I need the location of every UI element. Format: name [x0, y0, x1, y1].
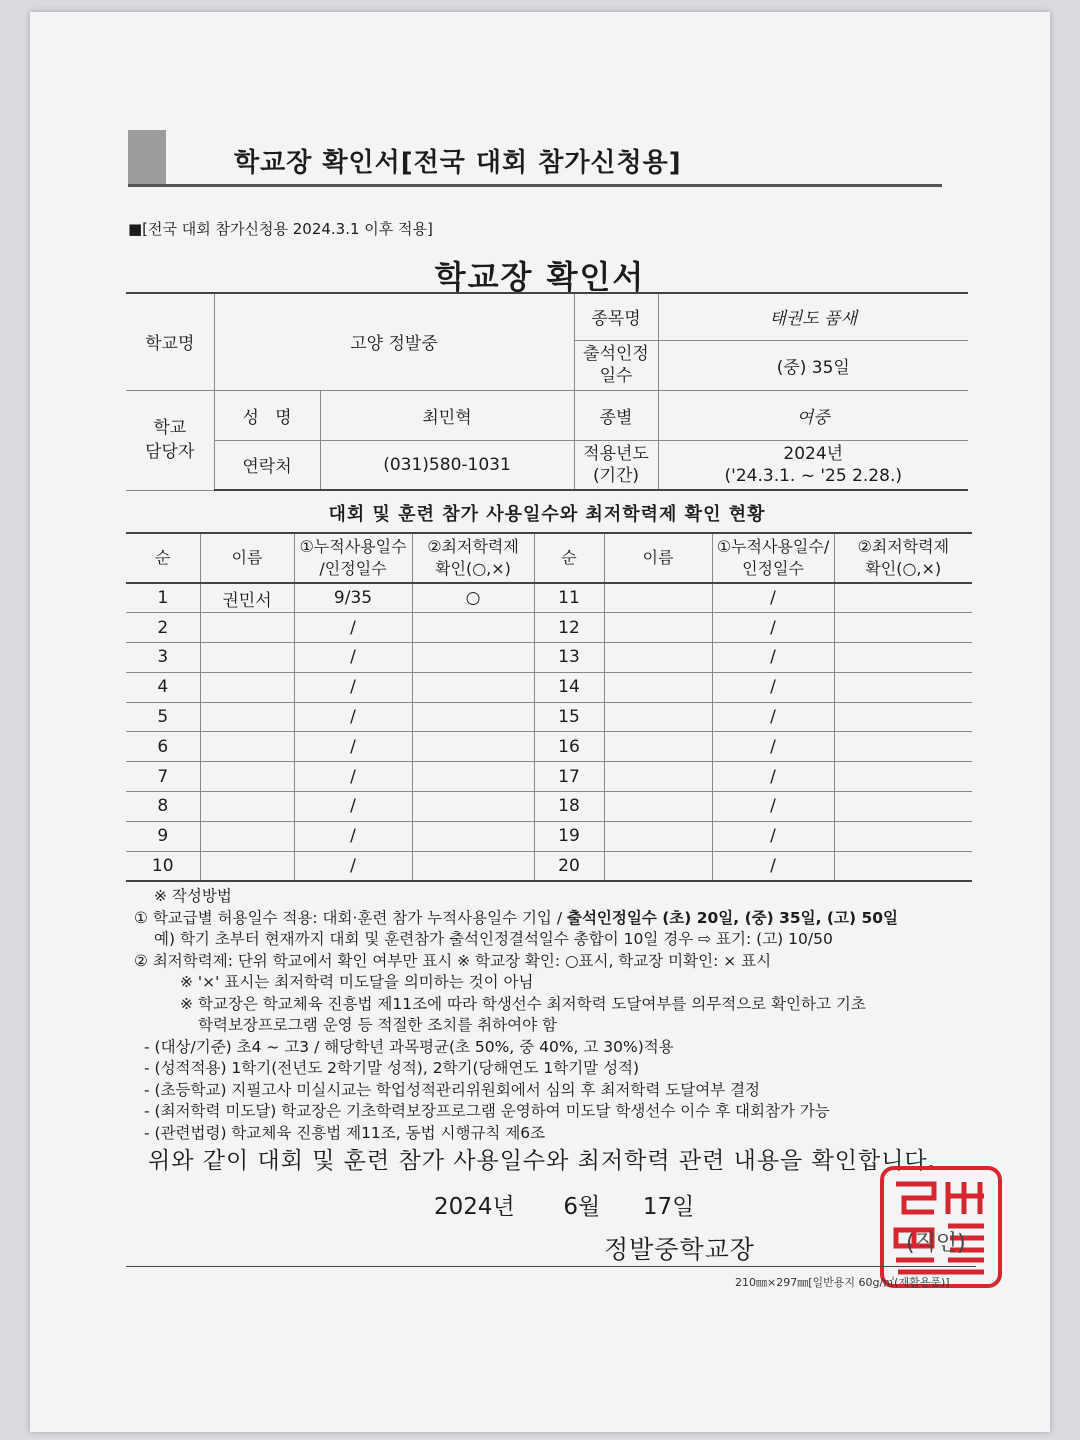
- header-marker: [128, 130, 166, 184]
- row-days: /: [294, 762, 412, 792]
- note-6: - (대상/기준) 초4 ~ 고3 / 해당학년 과목평균(초 50%, 중 40%, 고 30%)적용: [144, 1037, 674, 1056]
- col-days-2: ①누적사용일수/ 인정일수: [712, 533, 834, 583]
- row-seq: 3: [126, 643, 200, 673]
- table-header-row: [126, 533, 972, 583]
- contact-label: 연락처: [214, 440, 320, 490]
- col-check: ②최저학력제 확인(○,×): [412, 533, 534, 583]
- note-8: - (초등학교) 지필고사 미실시교는 학업성적관리위원회에서 심의 후 최저학력 도달여부 결정: [144, 1080, 761, 1099]
- event-value: 태권도 품새: [658, 293, 968, 340]
- note-4: ※ 학교장은 학교체육 진흥법 제11조에 따라 학생선수 최저학력 도달여부를 의무적으로 확인하고 기초: [180, 994, 866, 1013]
- row-name: [200, 702, 294, 732]
- attend-value: (중) 35일: [658, 340, 968, 390]
- row-check: [412, 851, 534, 881]
- col-name: 이름: [200, 533, 294, 583]
- row-check: [412, 821, 534, 851]
- row-name-2: [604, 851, 712, 881]
- date-month: 6월: [563, 1194, 601, 1220]
- school-value: 고양 정발중: [214, 293, 574, 390]
- row-days-2: /: [712, 821, 834, 851]
- row-check-2: [834, 643, 972, 673]
- row-days-2: /: [712, 702, 834, 732]
- row-check: [412, 762, 534, 792]
- period-year: 2024년: [783, 443, 844, 464]
- row-seq: 2: [126, 613, 200, 643]
- row-days: /: [294, 643, 412, 673]
- principal-title: 정발중학교장: [604, 1235, 755, 1264]
- row-seq-2: 16: [534, 732, 604, 762]
- row-days: 9/35: [294, 583, 412, 613]
- row-name-2: [604, 613, 712, 643]
- row-seq-2: 18: [534, 792, 604, 822]
- row-days: /: [294, 732, 412, 762]
- row-seq-2: 15: [534, 702, 604, 732]
- row-check-2: [834, 583, 972, 613]
- row-name-2: [604, 792, 712, 822]
- table-row: [126, 702, 972, 732]
- row-name: [200, 851, 294, 881]
- row-check: [412, 732, 534, 762]
- row-days: /: [294, 613, 412, 643]
- date-year: 2024년: [434, 1194, 515, 1220]
- col-days: ①누적사용일수 /인정일수: [294, 533, 412, 583]
- instructions: [134, 886, 1014, 1144]
- header-underline: [128, 184, 942, 187]
- table-row: [126, 762, 972, 792]
- row-seq-2: 20: [534, 851, 604, 881]
- row-days: /: [294, 672, 412, 702]
- row-check-2: [834, 762, 972, 792]
- row-seq-2: 11: [534, 583, 604, 613]
- row-seq-2: 17: [534, 762, 604, 792]
- row-days-2: /: [712, 643, 834, 673]
- manager-label: 학교 담당자: [126, 390, 214, 490]
- table-row: [126, 672, 972, 702]
- row-check: [412, 613, 534, 643]
- note-7: - (성적적용) 1학기(전년도 2학기말 성적), 2학기(당해연도 1학기말 성적): [144, 1059, 640, 1077]
- row-days-2: /: [712, 851, 834, 881]
- row-check-2: [834, 672, 972, 702]
- row-name: [200, 732, 294, 762]
- bottom-divider: [126, 1266, 976, 1267]
- table-row: [126, 583, 972, 613]
- document-page: [30, 12, 1050, 1432]
- row-name-2: [604, 672, 712, 702]
- row-name-2: [604, 821, 712, 851]
- col-seq-2: 순: [534, 533, 604, 583]
- row-check-2: [834, 821, 972, 851]
- official-seal: [880, 1166, 1002, 1288]
- row-days: /: [294, 792, 412, 822]
- issue-date: [434, 1188, 694, 1221]
- row-days-2: /: [712, 613, 834, 643]
- period-range: ('24.3.1. ~ '25 2.28.): [724, 465, 902, 486]
- sub-note: ■[전국 대회 참가신청용 2024.3.1 이후 적용]: [128, 220, 433, 238]
- row-name-2: [604, 702, 712, 732]
- row-name-2: [604, 643, 712, 673]
- name-label: 성 명: [214, 390, 320, 440]
- row-check: [412, 643, 534, 673]
- row-name-2: [604, 762, 712, 792]
- attend-label: 출석인정 일수: [574, 340, 658, 390]
- col-check-2: ②최저학력제 확인(○,×): [834, 533, 972, 583]
- row-days: /: [294, 702, 412, 732]
- row-check: [412, 672, 534, 702]
- row-name: [200, 613, 294, 643]
- gender-label: 종별: [574, 390, 658, 440]
- participation-table: [126, 532, 972, 882]
- row-seq: 10: [126, 851, 200, 881]
- row-check-2: [834, 792, 972, 822]
- note-5: 학력보장프로그램 운영 등 적절한 조치를 취하여야 함: [198, 1016, 557, 1034]
- row-name-2: [604, 583, 712, 613]
- period-value: [658, 440, 968, 490]
- row-days-2: /: [712, 672, 834, 702]
- date-day: 17일: [642, 1194, 695, 1220]
- gender-value: 여중: [658, 390, 968, 440]
- note-2: ② 최저학력제: 단위 학교에서 확인 여부만 표시 ※ 학교장 확인: ○표시, 학교장 미확인: × 표시: [134, 951, 772, 970]
- row-check-2: [834, 851, 972, 881]
- table-row: [126, 732, 972, 762]
- row-seq: 7: [126, 762, 200, 792]
- row-seq: 4: [126, 672, 200, 702]
- table-row: [126, 643, 972, 673]
- row-check: [412, 792, 534, 822]
- note-10: - (관련법령) 학교체육 진흥법 제11조, 동법 시행규칙 제6조: [144, 1123, 546, 1142]
- confirmation-statement: 위와 같이 대회 및 훈련 참가 사용일수와 최저학력 관련 내용을 확인합니다.: [148, 1148, 936, 1174]
- paper-spec: 210㎜×297㎜[일반용지 60g/㎡(재활용품)]: [735, 1276, 950, 1289]
- row-days-2: /: [712, 583, 834, 613]
- row-seq-2: 19: [534, 821, 604, 851]
- note-3: ※ '×' 표시는 최저학력 미도달을 의미하는 것이 아님: [180, 973, 534, 991]
- row-seq: 1: [126, 583, 200, 613]
- row-check: ○: [412, 583, 534, 613]
- row-name: [200, 672, 294, 702]
- note-1-text: ① 학교급별 허용일수 적용: 대회·훈련 참가 누적사용일수 기입 /: [134, 908, 567, 927]
- row-days: /: [294, 851, 412, 881]
- row-check-2: [834, 613, 972, 643]
- row-name: [200, 762, 294, 792]
- row-check: [412, 702, 534, 732]
- school-label: 학교명: [126, 293, 214, 390]
- row-seq-2: 13: [534, 643, 604, 673]
- note-1-bold: 출석인정일수 (초) 20일, (중) 35일, (고) 50일: [566, 908, 899, 927]
- col-seq: 순: [126, 533, 200, 583]
- row-days-2: /: [712, 762, 834, 792]
- table-row: [126, 821, 972, 851]
- row-name: [200, 643, 294, 673]
- row-name: [200, 821, 294, 851]
- row-seq: 5: [126, 702, 200, 732]
- table-row: [126, 851, 972, 881]
- row-days-2: /: [712, 732, 834, 762]
- contact-value: (031)580-1031: [320, 440, 574, 490]
- row-check-2: [834, 702, 972, 732]
- row-name: 권민서: [200, 583, 294, 613]
- row-check-2: [834, 732, 972, 762]
- period-label: 적용년도 (기간): [574, 440, 658, 490]
- row-days: /: [294, 821, 412, 851]
- document-title: 학교장 확인서: [434, 258, 646, 296]
- seal-label: (직인): [906, 1231, 966, 1256]
- row-seq: 9: [126, 821, 200, 851]
- info-table: [126, 292, 968, 491]
- notes-title: ※ 작성방법: [154, 887, 232, 905]
- table-row: [126, 792, 972, 822]
- note-9: - (최저학력 미도달) 학교장은 기초학력보장프로그램 운영하여 미도달 학생선수 이수 후 대회참가 가능: [144, 1102, 830, 1120]
- section-title: 대회 및 훈련 참가 사용일수와 최저학력제 확인 현황: [328, 504, 766, 525]
- name-value: 최민혁: [320, 390, 574, 440]
- row-seq-2: 12: [534, 613, 604, 643]
- row-name-2: [604, 732, 712, 762]
- row-seq-2: 14: [534, 672, 604, 702]
- col-name-2: 이름: [604, 533, 712, 583]
- header-title: 학교장 확인서[전국 대회 참가신청용]: [234, 148, 682, 178]
- row-name: [200, 792, 294, 822]
- row-seq: 8: [126, 792, 200, 822]
- header-bar: [128, 130, 942, 186]
- table-row: [126, 613, 972, 643]
- note-1-example: 예) 학기 초부터 현재까지 대회 및 훈련참가 출석인정결석일수 총합이 10일 경우 ⇨ 표기: (고) 10/50: [154, 930, 833, 948]
- row-seq: 6: [126, 732, 200, 762]
- event-label: 종목명: [574, 293, 658, 340]
- note-1: [134, 908, 1014, 930]
- table-body: [126, 583, 972, 881]
- row-days-2: /: [712, 792, 834, 822]
